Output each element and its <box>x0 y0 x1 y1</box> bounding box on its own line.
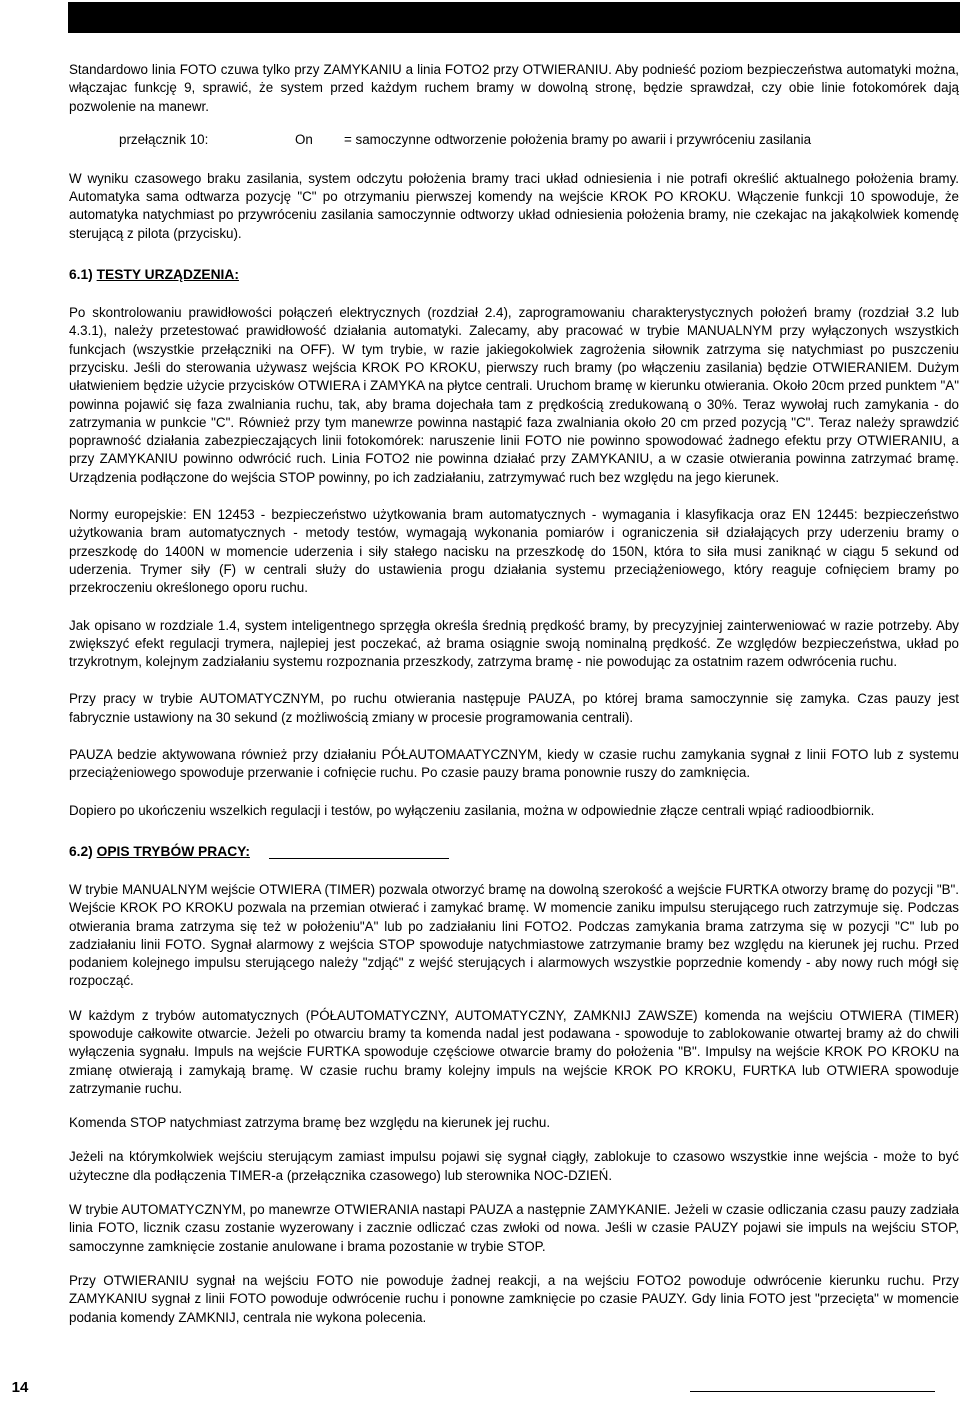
section-title: OPIS TRYBÓW PRACY: <box>96 843 250 859</box>
switch-description: = samoczynne odtworzenie położenia bramy po awarii i przywróceniu zasilania <box>344 131 812 147</box>
paragraph: W trybie MANUALNYM wejście OTWIERA (TIMER) pozwala otworzyć bramę na dowolną szerokość a wejście FURTKA otworzy bramę do pozycji "B". Wejście KROK PO KROKU pozwala na przemian otwierać i zamykać bramę. W momencie zaniku impulsu sterującego ruch zatrzymuje się. Podczas otwierania brama zatrzyma się też w położeniu"A" lub po zadziałaniu lini FOTO2. Podczas zamykania brama zatrzyma się w pozycji "C" lub po zadziałaniu linii FOTO. Sygnał alarmowy z wejścia STOP spowoduje natychmiastowe zatrzymanie bramy bez względu na kierunek jej ruchu. Przed podaniem kolejnego impulsu sterującego należy "zdjąć" z wejść sterujących i alarmowych wszystkie poprzednie komendy - aby nowy ruch mógł się rozpocząć. <box>69 881 959 989</box>
paragraph: Jak opisano w rozdziale 1.4, system inteligentnego sprzęgła określa średnią prędkość bramy, by precyzyjniej zainterweniować w razie potrzeby. Aby zwiększyć efekt regulacji trymera, najlepiej jest poczekać, aż brama osiągnie swoją nominalną prędkość. Ze względów bezpieczeństwa, układ po trzykrotnym, kolejnym zadziałaniu systemu rozpoznania przeszkody, zatrzyma bramę - nie powodując za ostatnim razem odwrócenia ruchu. <box>69 617 959 670</box>
header-bar <box>68 2 960 33</box>
switch-paragraph: W wyniku czasowego braku zasilania, system odczytu położenia bramy traci układ odniesienia i nie potrafi określić aktualnego położenia bramy. Automatyka sama odtwarza pozycję "C" po otrzymaniu pierwszej komendy na wejście KROK PO KROKU. Włączenie funkcji 10 spowoduje, że automatyka natychmiast po przywróceniu zasilania samoczynnie odtworzy układ odniesienia położenia bramy, nie czekajac na jakąkolwiek komendę sterującą z pilota (przycisku). <box>69 170 959 241</box>
paragraph: Przy pracy w trybie AUTOMATYCZNYM, po ruchu otwierania następuje PAUZA, po której brama samoczynnie się zamyka. Czas pauzy jest fabrycznie ustawiony na 30 sekund (z możliwością zmiany w procesie programowania centrali). <box>69 691 959 725</box>
footer-rule <box>690 1391 935 1392</box>
heading-underline <box>269 858 449 859</box>
page-number: 14 <box>11 1379 29 1396</box>
section-heading-modes <box>69 843 959 861</box>
switch-value: On <box>295 131 313 147</box>
paragraph: Po skontrolowaniu prawidłowości połączeń elektrycznych (rozdział 2.4), zaprogramowaniu charakterystycznych położeń bramy (rozdział 3.2 lub 4.3.1), należy przetestować prawidłowość działania automatyki. Zalecamy, aby pracować w trybie MANUALNYM przy wyłączonych wszystkich funkcjach (wszystkie przełączniki na OFF). W tym trybie, w razie jakiegokolwiek zagrożenia siłownik zatrzyma się natychmiast po puszczeniu przycisku. Jeśli do sterowania używasz wejścia KROK PO KROKU, pierwszy ruch bramy (po włączeniu zasilania) będzie OTWIERANIEM. Dużym ułatwieniem będzie użycie przycisków OTWIERA i ZAMYKA na płytce centrali. Uruchom bramę w kierunku otwierania. Około 20cm przed punktem "A" powinna pojawić się faza zwalniania ruchu, tak, aby brama dojechała tam z prędkością zredukowaną o 30%. Teraz wywołaj ruch zamykania - do zatrzymania w punkcie "C". Również przy tym manewrze powinna nastąpić faza zwalniania około 20 cm przed pozycją "C". Teraz należy sprawdzić poprawność działania zabezpieczających linii fotokomórek: naruszenie linii FOTO nie powinno spowodować żadnego efektu przy OTWIERANIU, a przy ZAMYKANIU powinno odwrócić ruch. Linia FOTO2 nie powinna działać przy ZAMYKANIU, a w czasie otwierania powinna zatrzymać bramę. Urządzenia podłączone do wejścia STOP powinny, po ich zadziałaniu, zatrzymywać ruch bez względu na jego kierunek. <box>69 305 959 485</box>
paragraph: Normy europejskie: EN 12453 - bezpieczeństwo użytkowania bram automatycznych - wymagania i klasyfikacja oraz EN 12445: bezpieczeństwo użytkowania bram automatycznych - metody testów, wymagają wykonania pomiarów i ograniczenia sił działających przy uderzeniu bramy o przeszkodę do 1400N w momencie uderzenia i siły stałego nacisku na przeszkodę do 150N, która to siła musi zaniknąć w ciągu 5 sekund od uderzenia. Trymer siły (F) w centrali służy do ustawienia progu działania systemu przeciążeniowego, który reaguje cofnięciem bramy po przekroczeniu określonego oporu ruchu. <box>69 507 959 596</box>
intro-paragraph: Standardowo linia FOTO czuwa tylko przy ZAMYKANIU a linia FOTO2 przy OTWIERANIU. Aby podnieść poziom bezpieczeństwa automatyki można, włączajac funkcję 9, sprawić, że system przed każdym ruchem bramy w dowolną stronę, będzie sprawdzał, czy obie linie fotokomórek dają pozwolenie na manewr. <box>69 62 959 114</box>
switch-label: przełącznik 10: <box>119 131 209 147</box>
section-title: TESTY URZĄDZENIA: <box>96 267 239 283</box>
paragraph: W każdym z trybów automatycznych (PÓŁAUTOMATYCZNY, AUTOMATYCZNY, ZAMKNIJ ZAWSZE) komenda na wejściu OTWIERA (TIMER) spowoduje całkowite otwarcie. Jeżeli po otwarciu bramy ta komenda nadal jest podawana - spowoduje to zablokowanie otwartej bramy aż do chwili wyłączenia sygnału. Impuls na wejście FURTKA spowoduje częściowe otwarcie bramy do położenia "B". Impulsy na wejście KROK PO KROKU na zmianę otwierają i zamykają bramę. W czasie ruchu bramy kolejny impuls na wejście KROK PO KROKU, FURTKA lub OTWIERA spowoduje zatrzymanie ruchu. <box>69 1007 959 1096</box>
paragraph: Jeżeli na którymkolwiek wejściu sterującym zamiast impulsu pojawi się sygnał ciągły, zablokuje to czasowo wszystkie inne wejścia - może to być użyteczne dla podłączenia TIMER-a (przełącznika czasowego) lub sterownika NOC-DZIEŃ. <box>69 1149 959 1183</box>
paragraph: Komenda STOP natychmiast zatrzyma bramę bez względu na kierunek jej ruchu. <box>69 1115 551 1131</box>
section-number: 6.1) <box>69 267 93 283</box>
paragraph: W trybie AUTOMATYCZNYM, po manewrze OTWIERANIA nastapi PAUZA a następnie ZAMYKANIE. Jeżeli w czasie odliczania czasu pauzy zadziała linia FOTO, licznik czasu zostanie wyzerowany i zacznie odliczać czas zwłoki od nowa. Jeśli w czasie PAUZY pojawi sie impuls na wejściu STOP, samoczynne zamknięcie zostanie anulowane i brama pozostanie w trybie STOP. <box>69 1202 959 1254</box>
paragraph: Przy OTWIERANIU sygnał na wejściu FOTO nie powoduje żadnej reakcji, a na wejściu FOTO2 powoduje odwrócenie kierunku ruchu. Przy ZAMYKANIU sygnał z linii FOTO powoduje odwrócenie ruchu i ponowne zamknięcie po czasie PAUZY. Gdy linia FOTO jest "przecięta" w momencie podania komendy ZAMKNIJ, centrala nie wykona polecenia. <box>69 1272 959 1325</box>
section-heading-tests <box>69 266 959 284</box>
page-content <box>69 61 959 1327</box>
section-number: 6.2) <box>69 843 93 859</box>
paragraph: Dopiero po ukończeniu wszelkich regulacji i testów, po wyłączeniu zasilania, można w odpowiednie złącze centrali wpiąć radioodbiornik. <box>69 802 875 818</box>
switch-setting-row <box>119 131 959 149</box>
paragraph: PAUZA bedzie aktywowana również przy działaniu PÓŁAUTOMAATYCZNYM, kiedy w czasie ruchu zamykania sygnał z linii FOTO lub z systemu przeciążeniowego spowoduje przerwanie i cofnięcie ruchu. Po czasie pauzy brama ponownie ruszy do zamknięcia. <box>69 747 959 781</box>
